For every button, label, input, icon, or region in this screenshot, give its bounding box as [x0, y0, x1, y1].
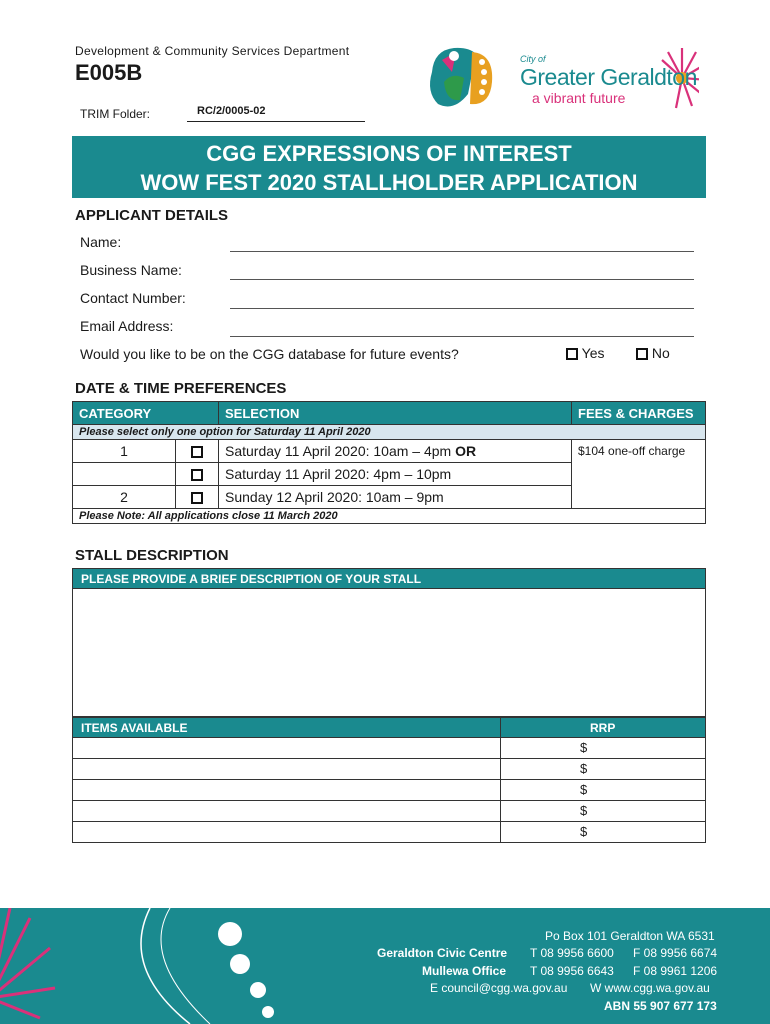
- option-3-cell[interactable]: [176, 486, 219, 509]
- civic-fax: F 08 9956 6674: [633, 946, 718, 960]
- logo-city-of: City of: [520, 54, 546, 64]
- item-row[interactable]: [72, 759, 706, 780]
- logo-name: Greater Geraldton: [520, 64, 697, 90]
- name-field[interactable]: [230, 250, 694, 252]
- form-title: [72, 136, 706, 198]
- item-divider: [500, 801, 501, 821]
- trim-folder-value: RC/2/0005-02: [187, 105, 365, 122]
- instruction-row: Please select only one option for Saturday 11 April 2020: [73, 425, 706, 440]
- yes-checkbox[interactable]: [566, 348, 578, 360]
- description-header: PLEASE PROVIDE A BRIEF DESCRIPTION OF YOUR STALL: [72, 568, 706, 589]
- email-field[interactable]: [230, 335, 694, 337]
- title-line-2: WOW FEST 2020 STALLHOLDER APPLICATION: [140, 170, 638, 195]
- yes-label: Yes: [581, 345, 605, 361]
- city-logo: [424, 42, 699, 122]
- option-1-or: OR: [455, 443, 477, 459]
- option-2-checkbox[interactable]: [191, 469, 203, 481]
- item-row[interactable]: [72, 738, 706, 759]
- contact-number-field[interactable]: [230, 307, 694, 309]
- option-1-cell[interactable]: [176, 440, 219, 463]
- item-divider: [500, 822, 501, 842]
- items-header: ITEMS AVAILABLE: [81, 721, 188, 735]
- col-category: CATEGORY: [73, 402, 219, 425]
- items-divider: [500, 718, 501, 737]
- col-fees: FEES & CHARGES: [572, 402, 706, 425]
- footer: [0, 908, 770, 1024]
- mullewa-fax: F 08 9961 1206: [633, 964, 718, 978]
- footer-website[interactable]: W www.cgg.wa.gov.au: [590, 981, 710, 995]
- applicant-heading: APPLICANT DETAILS: [75, 207, 229, 224]
- footer-email[interactable]: E council@cgg.wa.gov.au: [430, 981, 568, 995]
- no-option[interactable]: [636, 345, 670, 361]
- preferences-table: [72, 401, 706, 524]
- rrp-dollar: $: [580, 761, 588, 776]
- option-1: [219, 440, 572, 463]
- mullewa-phone: T 08 9956 6643: [530, 964, 614, 978]
- name-label: Name:: [80, 234, 122, 250]
- option-1-checkbox[interactable]: [191, 446, 203, 458]
- item-divider: [500, 738, 501, 758]
- department-name: Development & Community Services Department: [75, 44, 350, 58]
- footer-decoration: [0, 908, 300, 1024]
- option-3-checkbox[interactable]: [191, 492, 203, 504]
- option-2: Saturday 11 April 2020: 4pm – 10pm: [219, 463, 572, 486]
- category-1: 1: [73, 440, 176, 463]
- no-label: No: [651, 345, 670, 361]
- item-divider: [500, 759, 501, 779]
- stall-heading: STALL DESCRIPTION: [75, 547, 229, 564]
- business-name-field[interactable]: [230, 278, 694, 280]
- items-header-row: [72, 717, 706, 738]
- fee-cell: $104 one-off charge: [572, 440, 706, 509]
- rrp-dollar: $: [580, 803, 588, 818]
- rrp-dollar: $: [580, 782, 588, 797]
- item-row[interactable]: [72, 780, 706, 801]
- preferences-heading: DATE & TIME PREFERENCES: [75, 380, 287, 397]
- rrp-dollar: $: [580, 824, 588, 839]
- civic-centre-label: Geraldton Civic Centre: [377, 946, 508, 960]
- category-1-cont: [73, 463, 176, 486]
- item-divider: [500, 780, 501, 800]
- yes-option[interactable]: [566, 345, 604, 361]
- database-question: Would you like to be on the CGG database for future events?: [80, 346, 459, 362]
- po-box: Po Box 101 Geraldton WA 6531: [545, 929, 715, 943]
- email-label: Email Address:: [80, 318, 174, 334]
- title-line-1: CGG EXPRESSIONS OF INTEREST: [206, 141, 572, 166]
- business-name-label: Business Name:: [80, 262, 182, 278]
- option-1-text: Saturday 11 April 2020: 10am – 4pm: [225, 443, 456, 459]
- logo-tagline: a vibrant future: [532, 90, 626, 106]
- form-code: E005B: [75, 60, 143, 85]
- category-2: 2: [73, 486, 176, 509]
- item-row[interactable]: [72, 801, 706, 822]
- civic-phone: T 08 9956 6600: [530, 946, 614, 960]
- closing-note: Please Note: All applications close 11 March 2020: [73, 509, 706, 524]
- item-row[interactable]: [72, 822, 706, 843]
- rrp-dollar: $: [580, 740, 588, 755]
- col-selection: SELECTION: [219, 402, 572, 425]
- description-area[interactable]: [72, 589, 706, 717]
- mullewa-label: Mullewa Office: [422, 964, 507, 978]
- option-3: Sunday 12 April 2020: 10am – 9pm: [219, 486, 572, 509]
- trim-folder-label: TRIM Folder:: [80, 107, 151, 121]
- contact-number-label: Contact Number:: [80, 290, 186, 306]
- option-2-cell[interactable]: [176, 463, 219, 486]
- rrp-header: RRP: [590, 721, 616, 735]
- no-checkbox[interactable]: [636, 348, 648, 360]
- abn: ABN 55 907 677 173: [604, 999, 717, 1013]
